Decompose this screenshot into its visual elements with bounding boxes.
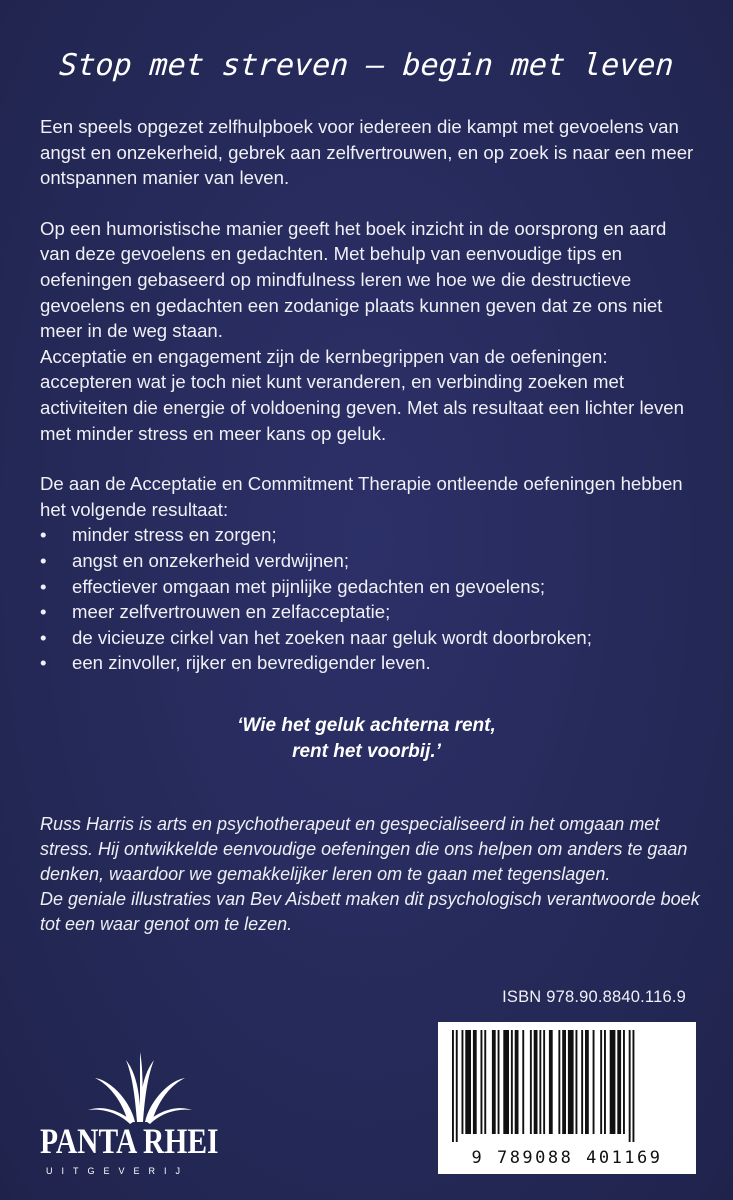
barcode-bar	[581, 1030, 583, 1134]
list-item: • angst en onzekerheid verdwijnen;	[40, 548, 700, 574]
blurb	[40, 114, 700, 676]
results-list	[40, 522, 700, 676]
barcode-bar	[503, 1030, 509, 1134]
publisher-name: PANTA RHEI	[40, 1121, 219, 1161]
barcode-bar	[481, 1030, 483, 1134]
publisher-logo	[40, 1050, 250, 1180]
quote-line: rent het voorbij.’	[292, 741, 441, 762]
barcode-bar	[576, 1030, 578, 1134]
illustrator-paragraph: De geniale illustraties van Bev Aisbett maken dit psychologisch verantwoorde boek tot een waar genot om te lezen.	[40, 889, 700, 934]
list-item: • effectiever omgaan met pijnlijke gedachten en gevoelens;	[40, 574, 700, 600]
barcode-bar	[473, 1030, 477, 1134]
barcode-bar	[558, 1030, 560, 1134]
barcode-bar	[498, 1030, 500, 1134]
barcode-bar	[568, 1030, 574, 1134]
barcode-bar	[539, 1030, 541, 1134]
headline: Stop met streven – begin met leven	[58, 48, 675, 83]
author-bio	[40, 812, 700, 937]
barcode-bar	[484, 1030, 486, 1134]
barcode-bar	[511, 1030, 513, 1134]
barcode-bar	[530, 1030, 532, 1134]
author-paragraph: Russ Harris is arts en psychotherapeut en gespecialiseerd in het omgaan met stress. Hij ontwikkelde eenvoudige oefeningen die ons helpen om anders te gaan denken, waardoor we gemakkelijker leren om te gaan met tegenslagen.	[40, 814, 688, 884]
barcode-bar	[456, 1030, 458, 1142]
paragraph-insight: Op een humoristische manier geeft het boek inzicht in de oorsprong en aard van deze gevoelens en gedachten. Met behulp van eenvoudige tips en oefeningen gebaseerd op mindfulness leren we hoe we die destructieve gevoelens en gedachten een zodanige plaats kunnen geven dat ze ons niet meer in de weg staan.	[40, 217, 667, 342]
barcode-bar	[534, 1030, 538, 1134]
publisher-sub: UITGEVERIJ	[46, 1166, 190, 1176]
list-item: • de vicieuze cirkel van het zoeken naar geluk wordt doorbroken;	[40, 625, 700, 651]
barcode-bar	[585, 1030, 589, 1134]
barcode-bar	[593, 1030, 595, 1134]
barcode-bar	[543, 1030, 545, 1134]
barcode-bar	[515, 1030, 519, 1134]
barcode	[438, 1022, 696, 1174]
list-item: • een zinvoller, rijker en bevredigender leven.	[40, 650, 700, 676]
barcode-bar	[562, 1030, 566, 1134]
barcode-bar	[600, 1030, 602, 1134]
quote	[0, 713, 733, 765]
paragraph-acceptance: Acceptatie en engagement zijn de kernbegrippen van de oefeningen: accepteren wat je toch niet kunt veranderen, en verbinding zoeken met activiteiten die energie of voldoening geven. Met als resultaat een lichter leven met minder stress en meer kans op geluk.	[40, 345, 684, 444]
barcode-bar	[629, 1030, 631, 1142]
barcode-digits: 9 789088 401169	[471, 1148, 663, 1168]
list-item: • meer zelfvertrouwen en zelfacceptatie;	[40, 599, 700, 625]
paragraph-results-intro: De aan de Acceptatie en Commitment Therapie ontleende oefeningen hebben het volgende resultaat:	[40, 473, 683, 520]
barcode-bar	[492, 1030, 496, 1134]
barcode-bar	[465, 1030, 471, 1134]
barcode-bar	[462, 1030, 464, 1134]
barcode-bar	[610, 1030, 616, 1134]
barcode-bar	[452, 1030, 454, 1142]
barcode-bar	[549, 1030, 553, 1134]
barcode-bar	[617, 1030, 621, 1134]
barcode-bar	[623, 1030, 625, 1134]
barcode-bar	[604, 1030, 606, 1134]
paragraph-intro: Een speels opgezet zelfhulpboek voor iedereen die kampt met gevoelens van angst en onzekerheid, gebrek aan zelfvertrouwen, en op zoek is naar een meer ontspannen manier van leven.	[40, 116, 694, 189]
list-item: • minder stress en zorgen;	[40, 522, 700, 548]
barcode-bar	[633, 1030, 635, 1142]
fountain-icon	[40, 1050, 240, 1130]
barcode-bars	[446, 1030, 688, 1142]
isbn: ISBN 978.90.8840.116.9	[502, 988, 686, 1006]
quote-line: ‘Wie het geluk achterna rent,	[237, 715, 496, 736]
barcode-bar	[522, 1030, 524, 1134]
